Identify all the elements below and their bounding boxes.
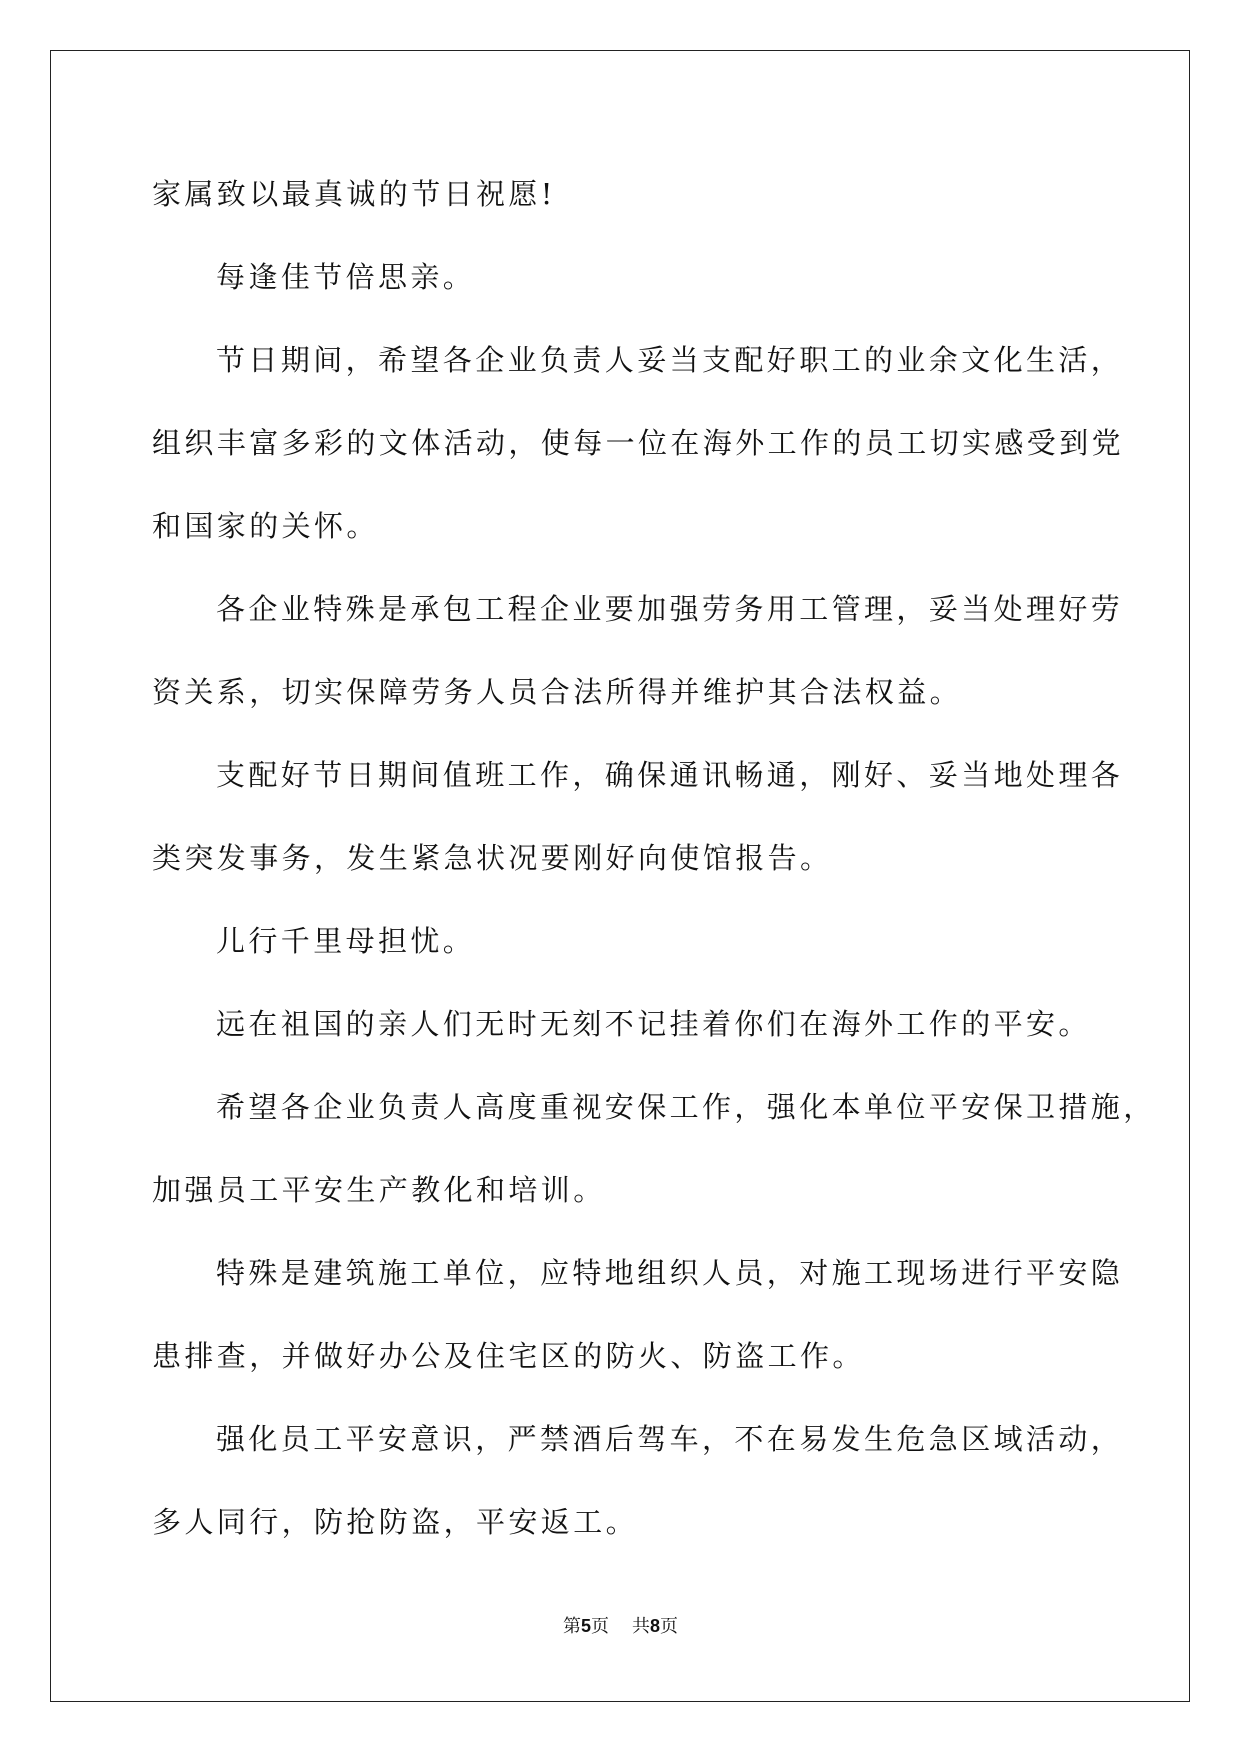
text-line: 患排查，并做好办公及住宅区的防火、防盗工作。 bbox=[152, 1339, 865, 1373]
footer-total-prefix: 共 bbox=[631, 1616, 650, 1637]
text-line: 家属致以最真诚的节日祝愿! bbox=[152, 177, 556, 211]
text-line: 资关系，切实保障劳务人员合法所得并维护其合法权益。 bbox=[152, 675, 963, 709]
text-line: 组织丰富多彩的文体活动，使每一位在海外工作的员工切实感受到党 bbox=[152, 426, 1125, 460]
current-page-number: 5 bbox=[581, 1616, 592, 1636]
text-line: 各企业特殊是承包工程企业要加强劳务用工管理，妥当处理好劳 bbox=[216, 592, 1124, 626]
text-line: 支配好节日期间值班工作，确保通讯畅通，刚好、妥当地处理各 bbox=[216, 758, 1124, 792]
text-line: 远在祖国的亲人们无时无刻不记挂着你们在海外工作的平安。 bbox=[216, 1007, 1091, 1041]
text-line: 儿行千里母担忧。 bbox=[216, 924, 476, 958]
text-line: 加强员工平安生产教化和培训。 bbox=[152, 1173, 606, 1207]
document-body bbox=[152, 153, 1156, 1564]
page-footer bbox=[0, 1614, 1241, 1639]
text-line: 特殊是建筑施工单位，应特地组织人员，对施工现场进行平安隐 bbox=[216, 1256, 1124, 1290]
footer-page-word: 页 bbox=[591, 1616, 610, 1637]
text-line: 每逢佳节倍思亲。 bbox=[216, 260, 476, 294]
text-line: 类突发事务，发生紧急状况要刚好向使馆报告。 bbox=[152, 841, 833, 875]
text-line: 希望各企业负责人高度重视安保工作，强化本单位平安保卫措施， bbox=[216, 1090, 1156, 1124]
footer-prefix: 第 bbox=[563, 1616, 582, 1637]
text-line: 和国家的关怀。 bbox=[152, 509, 379, 543]
total-pages-number: 8 bbox=[649, 1616, 660, 1636]
text-line: 多人同行，防抢防盗，平安返工。 bbox=[152, 1505, 639, 1539]
text-line: 强化员工平安意识，严禁酒后驾车，不在易发生危急区域活动， bbox=[216, 1422, 1124, 1456]
footer-total-suffix: 页 bbox=[659, 1616, 678, 1637]
text-line: 节日期间，希望各企业负责人妥当支配好职工的业余文化生活， bbox=[216, 343, 1124, 377]
